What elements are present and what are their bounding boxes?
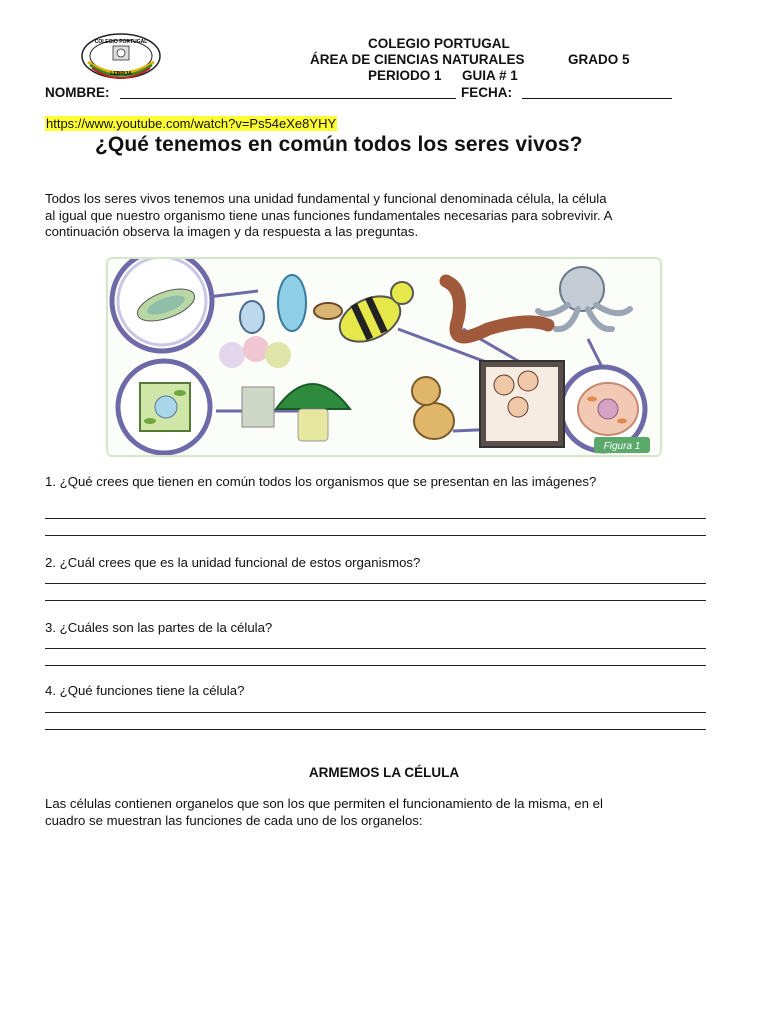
- logo-text-top: COLEGIO PORTUGAL: [94, 39, 148, 45]
- bacterium-cell-circle: [112, 259, 212, 351]
- answer-line[interactable]: [45, 712, 706, 713]
- dog-illustration: [412, 377, 454, 439]
- date-label: FECHA:: [461, 85, 512, 100]
- intro-paragraph: [45, 191, 725, 241]
- question-2: 2. ¿Cuál crees que es la unidad funcional de estos organismos?: [45, 555, 421, 570]
- answer-line[interactable]: [45, 729, 706, 730]
- intro-line: al igual que nuestro organismo tiene unas funciones fundamentales necesarias para sobrevivir. A: [45, 207, 613, 223]
- logo-text-bottom: LEBRIJA: [110, 71, 132, 77]
- intro-line: Todos los seres vivos tenemos una unidad fundamental y funcional denominada célula, la célula: [45, 191, 607, 206]
- question-3: 3. ¿Cuáles son las partes de la célula?: [45, 620, 273, 635]
- answer-line[interactable]: [45, 648, 706, 649]
- figure-caption: Figura 1: [603, 441, 641, 452]
- school-logo: [80, 32, 162, 80]
- flowers-illustration: [219, 336, 291, 427]
- worm-illustration: [446, 281, 548, 337]
- living-beings-figure: [106, 257, 662, 457]
- video-link[interactable]: https://www.youtube.com/watch?v=Ps54eXe8YHY: [46, 116, 337, 131]
- answer-line[interactable]: [45, 535, 706, 536]
- intro-line: continuación observa la imagen y da respuesta a las preguntas.: [45, 224, 419, 239]
- section-line: cuadro se muestran las funciones de cada uno de los organelos:: [45, 812, 423, 828]
- answer-line[interactable]: [45, 583, 706, 584]
- name-label: NOMBRE:: [45, 85, 110, 100]
- subject-area: ÁREA DE CIENCIAS NATURALES: [310, 52, 525, 67]
- answer-line[interactable]: [45, 665, 706, 666]
- guide-label: GUIA # 1: [462, 68, 518, 83]
- date-line[interactable]: [522, 98, 672, 99]
- answer-line[interactable]: [45, 518, 706, 519]
- section-line: Las células contienen organelos que son los que permiten el funcionamiento de la misma, en el: [45, 796, 603, 811]
- answer-line[interactable]: [45, 600, 706, 601]
- microorganisms-illustration: [240, 275, 342, 333]
- bee-illustration: [333, 282, 413, 351]
- question-4: 4. ¿Qué funciones tiene la célula?: [45, 683, 245, 698]
- question-1: 1. ¿Qué crees que tienen en común todos los organismos que se presentan en las imágenes?: [45, 474, 597, 489]
- name-line[interactable]: [120, 98, 456, 99]
- family-photo-illustration: [480, 361, 564, 447]
- period-label: PERIODO 1: [368, 68, 442, 83]
- page-title: ¿Qué tenemos en común todos los seres vivos?: [95, 133, 583, 156]
- section-title: ARMEMOS LA CÉLULA: [308, 765, 460, 780]
- section-paragraph: [45, 796, 725, 829]
- school-name: COLEGIO PORTUGAL: [368, 36, 510, 51]
- plant-cell-circle: [118, 361, 210, 453]
- grade-label: GRADO 5: [568, 52, 630, 67]
